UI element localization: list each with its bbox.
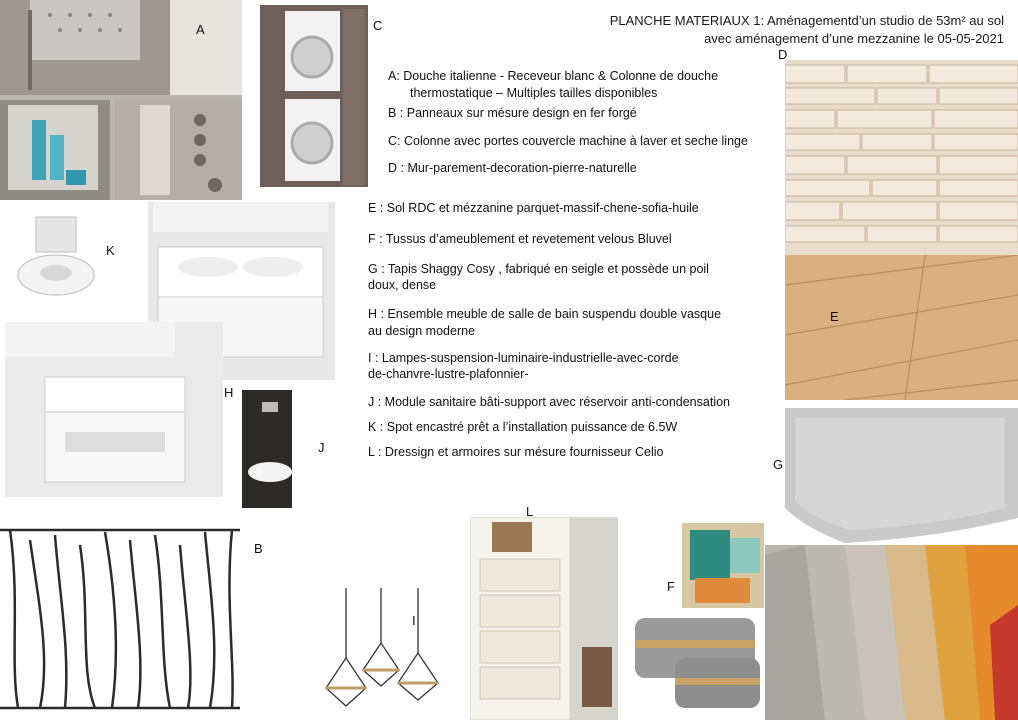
desc-g: G : Tapis Shaggy Cosy , fabriqué en seigle et possède un poil: [368, 262, 709, 276]
oak-floor-illustration: [785, 255, 1018, 400]
desc-h: H : Ensemble meuble de salle de bain suspendu double vasque: [368, 307, 722, 321]
toilet-module-photo: [240, 390, 295, 508]
laundry-column-photo: [255, 5, 370, 190]
shower-illustration: [0, 0, 242, 200]
label-i: I: [412, 613, 416, 628]
iron-panel-photo: [0, 520, 248, 720]
desc-a: A: Douche italienne - Receveur blanc & Colonne de douche: [388, 69, 719, 83]
stone-wall-illustration: [785, 60, 1018, 255]
desc-j: J : Module sanitaire bâti-support avec réservoir anti-condensation: [368, 395, 730, 409]
desc-k: K : Spot encastré prêt a l’installation puissance de 6.5W: [368, 420, 678, 434]
toilet-module-illustration: [240, 390, 295, 508]
spotlight-photo: [0, 205, 148, 320]
label-g: G: [773, 457, 784, 472]
iron-panel-illustration: [0, 520, 248, 720]
label-e: E: [830, 309, 839, 324]
shower-photo: [0, 0, 242, 200]
desc-c: C: Colonne avec portes couvercle machine à laver et seche linge: [388, 134, 748, 148]
title-line-1: PLANCHE MATERIAUX 1: Aménagementd’un studio de 53m² au sol: [609, 13, 1004, 28]
velvet-swatches-illustration: [765, 545, 1018, 720]
desc-h-line2: au design moderne: [368, 324, 476, 338]
vanity-photo-bottom: [5, 322, 223, 497]
desc-f: F : Tussus d’ameublement et revetement velous Bluvel: [368, 232, 672, 246]
dressing-photo: [470, 517, 618, 720]
spotlight-illustration: [0, 205, 148, 320]
pendant-lamps-illustration: [318, 588, 448, 720]
oak-floor-photo: [785, 255, 1018, 400]
shaggy-rug-photo: [785, 408, 1018, 548]
label-j: J: [318, 440, 325, 455]
label-h: H: [224, 385, 234, 400]
desc-d: D : Mur-parement-decoration-pierre-naturelle: [388, 161, 637, 175]
desc-i: I : Lampes-suspension-luminaire-industrielle-avec-corde: [368, 351, 679, 365]
label-l: L: [526, 504, 534, 519]
desc-i-line2: de-chanvre-lustre-plafonnier-: [368, 367, 529, 381]
dressing-illustration: [470, 517, 618, 720]
desc-e: E : Sol RDC et mézzanine parquet-massif-chene-sofia-huile: [368, 201, 699, 215]
board-title: [610, 12, 1004, 48]
label-f: F: [667, 579, 675, 594]
label-k: K: [106, 243, 115, 258]
desc-g-line2: doux, dense: [368, 278, 437, 292]
stone-wall-photo: [785, 60, 1018, 255]
velvet-swatches-photo: [765, 545, 1018, 720]
cushions-photo: [630, 518, 765, 720]
desc-b: B : Panneaux sur mésure design en fer forgé: [388, 106, 637, 120]
desc-a-line2: thermostatique – Multiples tailles disponibles: [410, 86, 658, 100]
vanity-illustration-bottom: [5, 322, 223, 497]
desc-l: L : Dressign et armoires sur mésure fournisseur Celio: [368, 445, 664, 459]
laundry-column-illustration: [255, 5, 370, 190]
label-a: A: [196, 22, 205, 37]
label-d: D: [778, 47, 788, 62]
label-b: B: [254, 541, 263, 556]
pendant-lamps-photo: [318, 588, 448, 720]
title-line-2: avec aménagement d’une mezzanine le 05-05-2021: [704, 31, 1004, 46]
shaggy-rug-illustration: [785, 408, 1018, 548]
cushions-illustration: [630, 518, 765, 720]
label-c: C: [373, 18, 383, 33]
